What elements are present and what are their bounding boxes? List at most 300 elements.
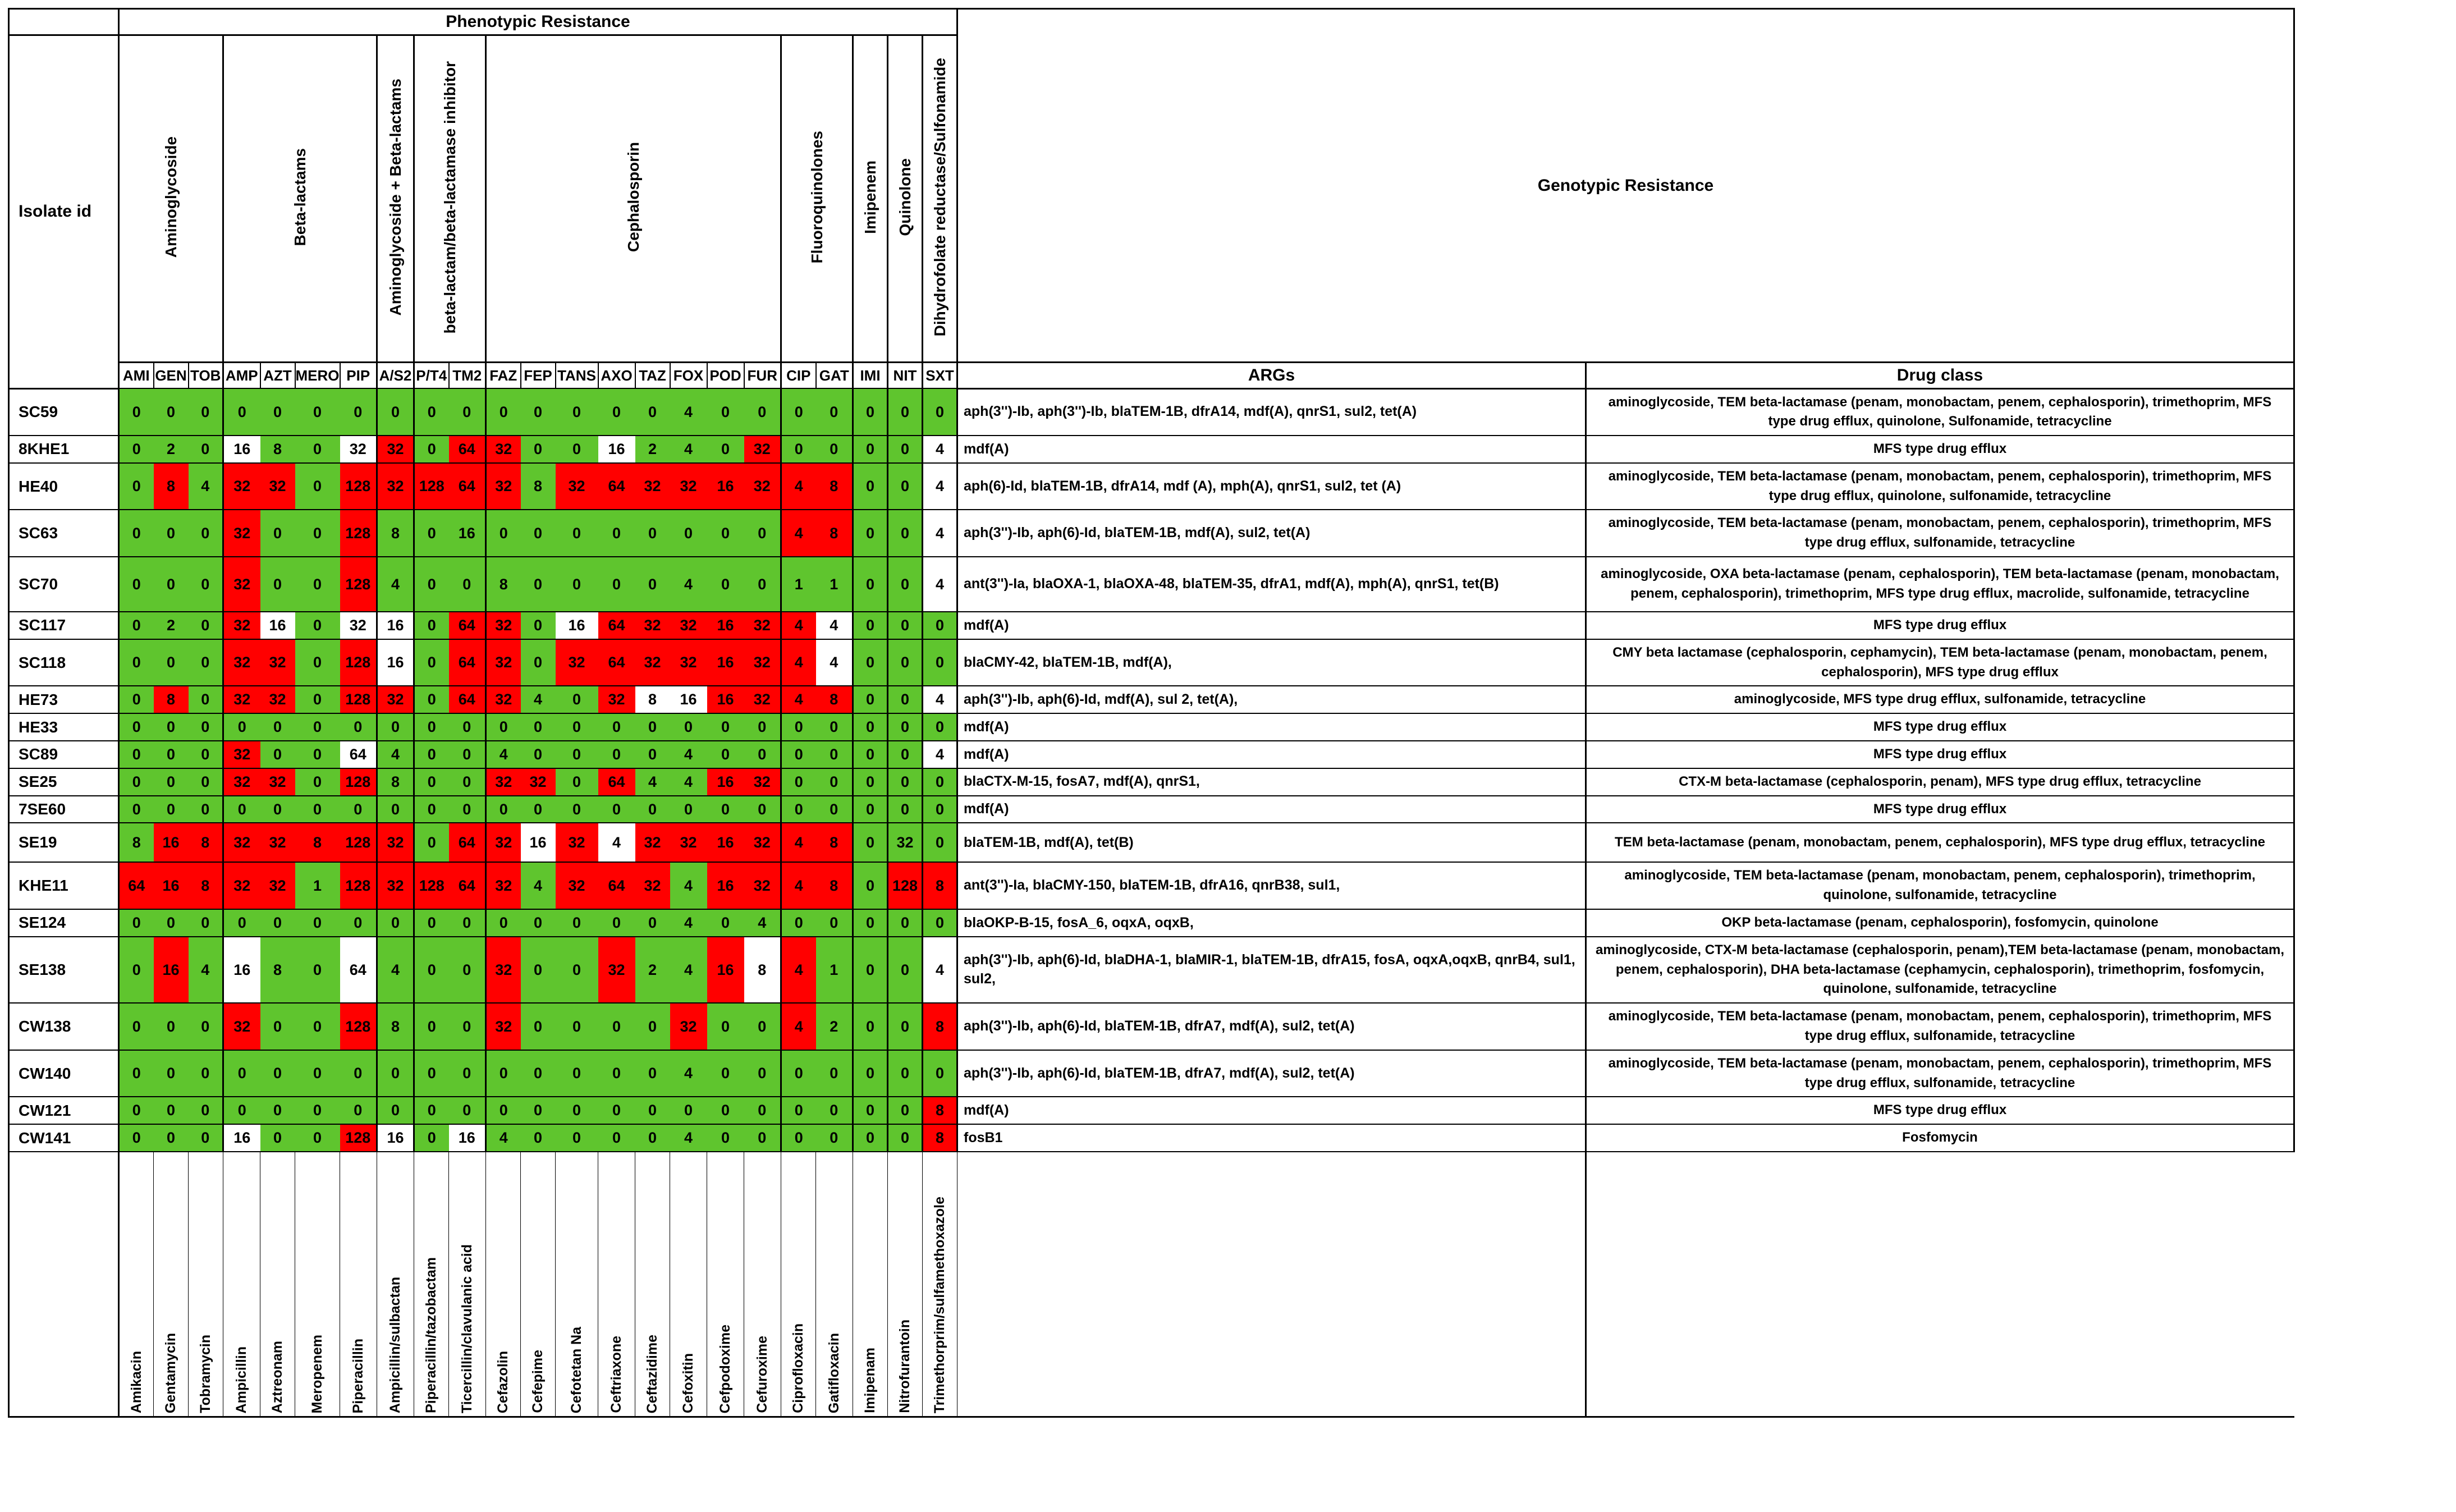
abbrev-header-AMP: AMP	[223, 363, 260, 389]
mic-cell-FEP: 0	[521, 612, 556, 639]
mic-cell-CIP: 0	[781, 1124, 816, 1152]
mic-cell-CIP: 0	[781, 1050, 816, 1097]
mic-cell-POD: 0	[707, 510, 744, 557]
drug-class-cell: aminoglycoside, CTX-M beta-lactamase (cephalosporin, penam),TEM beta-lactamase (penam, monobactam, penem, cephalosporin), DHA beta-lactamase (cephamycin, cephalosporin), trimethoprim, fosfomycin, quinolone, sulfonamide, tetracycline	[1586, 937, 2294, 1003]
mic-cell-AMP: 32	[223, 768, 260, 796]
mic-cell-FUR: 4	[744, 909, 781, 937]
mic-cell-CIP: 0	[781, 1097, 816, 1124]
mic-cell-PIP: 32	[340, 436, 377, 463]
mic-cell-TOB: 0	[189, 796, 223, 823]
mic-cell-AMP: 32	[223, 463, 260, 510]
mic-cell-P/T4: 0	[414, 937, 449, 1003]
mic-cell-TANS: 0	[556, 1124, 598, 1152]
mic-cell-FAZ: 4	[486, 1124, 521, 1152]
mic-cell-IMI: 0	[853, 1124, 888, 1152]
mic-cell-AMI: 0	[119, 1124, 154, 1152]
mic-cell-AXO: 32	[598, 686, 635, 713]
mic-cell-FAZ: 8	[486, 557, 521, 612]
mic-cell-POD: 16	[707, 823, 744, 862]
table-row	[9, 713, 2294, 741]
mic-cell-MERO: 0	[295, 510, 340, 557]
mic-cell-TAZ: 32	[635, 463, 670, 510]
mic-cell-CIP: 4	[781, 463, 816, 510]
mic-cell-AXO: 0	[598, 510, 635, 557]
drug-class-header-7	[888, 35, 923, 363]
full-drug-name-GEN	[154, 1152, 189, 1417]
mic-cell-FAZ: 32	[486, 463, 521, 510]
mic-cell-AXO: 0	[598, 557, 635, 612]
full-drug-name-label: Cefepime	[530, 1350, 546, 1414]
mic-cell-PIP: 128	[340, 1124, 377, 1152]
mic-cell-FOX: 32	[670, 639, 707, 686]
mic-cell-A/S2: 16	[377, 639, 414, 686]
mic-cell-MERO: 0	[295, 909, 340, 937]
drug-class-cell: aminoglycoside, OXA beta-lactamase (penam, cephalosporin), TEM beta-lactamase (penam, monobactam, penem, cephalosporin), trimethoprim, MFS type drug efflux, macrolide, sulfonamide, tetracycline	[1586, 557, 2294, 612]
mic-cell-GEN: 2	[154, 436, 189, 463]
full-drug-name-SXT	[923, 1152, 957, 1417]
mic-cell-POD: 0	[707, 741, 744, 768]
full-drug-name-label: Gentamycin	[163, 1332, 178, 1414]
mic-cell-FAZ: 0	[486, 510, 521, 557]
mic-cell-MERO: 0	[295, 1097, 340, 1124]
mic-cell-CIP: 0	[781, 436, 816, 463]
isolate-id-cell: HE40	[9, 463, 119, 510]
abbrev-header-FOX: FOX	[670, 363, 707, 389]
full-drug-name-CIP	[781, 1152, 816, 1417]
mic-cell-FOX: 4	[670, 909, 707, 937]
mic-cell-FEP: 0	[521, 1003, 556, 1050]
full-drug-name-label: Cefoxitin	[680, 1353, 696, 1414]
resistance-table	[8, 8, 2295, 1418]
full-drug-name-label: Cefazolin	[495, 1350, 511, 1414]
mic-cell-IMI: 0	[853, 1003, 888, 1050]
isolate-id-cell: SC70	[9, 557, 119, 612]
mic-cell-AMP: 0	[223, 1097, 260, 1124]
mic-cell-GEN: 0	[154, 1124, 189, 1152]
mic-cell-AMP: 32	[223, 557, 260, 612]
drug-class-label: Beta-lactams	[291, 148, 309, 246]
mic-cell-CIP: 0	[781, 741, 816, 768]
mic-cell-GAT: 0	[816, 1050, 853, 1097]
mic-cell-TM2: 0	[449, 1003, 486, 1050]
full-drug-name-TANS	[556, 1152, 598, 1417]
mic-cell-FAZ: 0	[486, 909, 521, 937]
args-cell: mdf(A)	[957, 713, 1586, 741]
mic-cell-FEP: 0	[521, 1097, 556, 1124]
mic-cell-NIT: 0	[888, 1097, 923, 1124]
mic-cell-TANS: 0	[556, 1097, 598, 1124]
mic-cell-AMP: 32	[223, 639, 260, 686]
mic-cell-TAZ: 0	[635, 909, 670, 937]
mic-cell-TOB: 0	[189, 388, 223, 436]
drug-class-header-6	[853, 35, 888, 363]
full-drug-name-GAT	[816, 1152, 853, 1417]
mic-cell-TM2: 0	[449, 1050, 486, 1097]
mic-cell-CIP: 0	[781, 768, 816, 796]
full-drug-name-TOB	[189, 1152, 223, 1417]
mic-cell-TAZ: 32	[635, 612, 670, 639]
mic-cell-TM2: 16	[449, 510, 486, 557]
mic-cell-GAT: 1	[816, 557, 853, 612]
mic-cell-PIP: 128	[340, 862, 377, 909]
args-cell: blaCTX-M-15, fosA7, mdf(A), qnrS1,	[957, 768, 1586, 796]
mic-cell-TM2: 64	[449, 463, 486, 510]
full-drug-name-label: Ciprofloxacin	[790, 1323, 806, 1414]
mic-cell-AMP: 16	[223, 937, 260, 1003]
mic-cell-POD: 16	[707, 862, 744, 909]
mic-cell-GAT: 0	[816, 796, 853, 823]
mic-cell-TAZ: 32	[635, 823, 670, 862]
mic-cell-AZT: 0	[260, 1050, 295, 1097]
mic-cell-POD: 0	[707, 796, 744, 823]
mic-cell-MERO: 0	[295, 937, 340, 1003]
mic-cell-TANS: 0	[556, 686, 598, 713]
mic-cell-P/T4: 0	[414, 1003, 449, 1050]
mic-cell-FUR: 0	[744, 796, 781, 823]
mic-cell-P/T4: 0	[414, 741, 449, 768]
mic-cell-A/S2: 8	[377, 1003, 414, 1050]
mic-cell-AMI: 0	[119, 1097, 154, 1124]
mic-cell-FAZ: 32	[486, 823, 521, 862]
mic-cell-P/T4: 0	[414, 823, 449, 862]
mic-cell-AMI: 0	[119, 909, 154, 937]
mic-cell-TAZ: 0	[635, 1003, 670, 1050]
drug-class-cell: Fosfomycin	[1586, 1124, 2294, 1152]
full-drug-name-AMP	[223, 1152, 260, 1417]
mic-cell-GEN: 0	[154, 388, 189, 436]
mic-cell-FAZ: 32	[486, 686, 521, 713]
mic-cell-P/T4: 0	[414, 796, 449, 823]
drug-class-label: Imipenem	[861, 161, 879, 234]
mic-cell-TOB: 0	[189, 1124, 223, 1152]
abbrev-header-FEP: FEP	[521, 363, 556, 389]
mic-cell-TAZ: 0	[635, 796, 670, 823]
mic-cell-AMP: 0	[223, 796, 260, 823]
table-row	[9, 436, 2294, 463]
mic-cell-AMI: 0	[119, 796, 154, 823]
full-drug-name-label: Tobramycin	[198, 1335, 213, 1414]
mic-cell-NIT: 0	[888, 1050, 923, 1097]
mic-cell-TANS: 0	[556, 1003, 598, 1050]
mic-cell-GAT: 4	[816, 612, 853, 639]
mic-cell-FAZ: 32	[486, 639, 521, 686]
mic-cell-AMI: 0	[119, 741, 154, 768]
mic-cell-GEN: 0	[154, 1003, 189, 1050]
mic-cell-A/S2: 32	[377, 463, 414, 510]
mic-cell-PIP: 64	[340, 741, 377, 768]
mic-cell-AMI: 0	[119, 937, 154, 1003]
mic-cell-FAZ: 0	[486, 1050, 521, 1097]
mic-cell-P/T4: 0	[414, 510, 449, 557]
mic-cell-FUR: 32	[744, 862, 781, 909]
full-drug-name-label: Imipenam	[862, 1348, 878, 1414]
mic-cell-IMI: 0	[853, 557, 888, 612]
mic-cell-TANS: 0	[556, 909, 598, 937]
args-cell: aph(6)-Id, blaTEM-1B, dfrA14, mdf (A), mph(A), qnrS1, sul2, tet (A)	[957, 463, 1586, 510]
mic-cell-GEN: 0	[154, 1097, 189, 1124]
mic-cell-PIP: 128	[340, 686, 377, 713]
mic-cell-AXO: 0	[598, 741, 635, 768]
mic-cell-FEP: 8	[521, 463, 556, 510]
mic-cell-TOB: 0	[189, 510, 223, 557]
full-drug-name-FAZ	[486, 1152, 521, 1417]
mic-cell-FUR: 0	[744, 713, 781, 741]
mic-cell-AZT: 32	[260, 823, 295, 862]
mic-cell-GAT: 0	[816, 741, 853, 768]
mic-cell-AMP: 0	[223, 713, 260, 741]
mic-cell-AMI: 0	[119, 686, 154, 713]
isolate-id-cell: SE124	[9, 909, 119, 937]
mic-cell-TAZ: 2	[635, 436, 670, 463]
mic-cell-PIP: 128	[340, 557, 377, 612]
mic-cell-CIP: 4	[781, 862, 816, 909]
mic-cell-AMP: 32	[223, 741, 260, 768]
drug-class-label: Cephalosporin	[624, 142, 642, 253]
mic-cell-TANS: 0	[556, 510, 598, 557]
mic-cell-FUR: 32	[744, 686, 781, 713]
mic-cell-SXT: 0	[923, 909, 957, 937]
full-drug-name-label: Piperacillin	[350, 1338, 366, 1414]
drug-class-cell: aminoglycoside, MFS type drug efflux, sulfonamide, tetracycline	[1586, 686, 2294, 713]
genotypic-resistance-header: Genotypic Resistance	[957, 9, 2294, 363]
abbrev-header-A/S2: A/S2	[377, 363, 414, 389]
table-row	[9, 823, 2294, 862]
mic-cell-AXO: 64	[598, 862, 635, 909]
mic-cell-FEP: 0	[521, 937, 556, 1003]
isolate-id-cell: CW138	[9, 1003, 119, 1050]
mic-cell-GEN: 0	[154, 1050, 189, 1097]
abbrev-header-TOB: TOB	[189, 363, 223, 389]
mic-cell-PIP: 128	[340, 1003, 377, 1050]
mic-cell-NIT: 0	[888, 741, 923, 768]
mic-cell-TAZ: 0	[635, 1050, 670, 1097]
mic-cell-TOB: 0	[189, 557, 223, 612]
mic-cell-TOB: 4	[189, 463, 223, 510]
mic-cell-TAZ: 0	[635, 1124, 670, 1152]
mic-cell-FUR: 32	[744, 639, 781, 686]
mic-cell-FEP: 0	[521, 557, 556, 612]
mic-cell-AMI: 0	[119, 510, 154, 557]
mic-cell-TM2: 64	[449, 823, 486, 862]
mic-cell-AXO: 0	[598, 909, 635, 937]
mic-cell-PIP: 128	[340, 639, 377, 686]
mic-cell-GAT: 8	[816, 510, 853, 557]
mic-cell-IMI: 0	[853, 862, 888, 909]
mic-cell-FOX: 32	[670, 823, 707, 862]
mic-cell-AMP: 0	[223, 1050, 260, 1097]
drug-class-cell: aminoglycoside, TEM beta-lactamase (penam, monobactam, penem, cephalosporin), trimethoprim, MFS type drug efflux, sulfonamide, tetracycline	[1586, 1050, 2294, 1097]
isolate-id-cell: KHE11	[9, 862, 119, 909]
mic-cell-CIP: 4	[781, 612, 816, 639]
mic-cell-FOX: 0	[670, 1097, 707, 1124]
mic-cell-SXT: 8	[923, 1003, 957, 1050]
mic-cell-TM2: 64	[449, 612, 486, 639]
mic-cell-POD: 0	[707, 1050, 744, 1097]
mic-cell-CIP: 4	[781, 686, 816, 713]
mic-cell-SXT: 4	[923, 463, 957, 510]
args-cell: ant(3'')-Ia, blaOXA-1, blaOXA-48, blaTEM-35, dfrA1, mdf(A), mph(A), qnrS1, tet(B)	[957, 557, 1586, 612]
mic-cell-POD: 0	[707, 1003, 744, 1050]
abbrev-header-GEN: GEN	[154, 363, 189, 389]
mic-cell-AXO: 16	[598, 436, 635, 463]
isolate-id-cell: HE73	[9, 686, 119, 713]
table-row	[9, 1124, 2294, 1152]
full-drug-name-FEP	[521, 1152, 556, 1417]
isolate-id-cell: SC89	[9, 741, 119, 768]
mic-cell-A/S2: 4	[377, 741, 414, 768]
full-drug-name-label: Ampicillin/sulbactan	[387, 1276, 403, 1414]
args-cell: blaTEM-1B, mdf(A), tet(B)	[957, 823, 1586, 862]
mic-cell-GEN: 0	[154, 510, 189, 557]
args-cell: mdf(A)	[957, 741, 1586, 768]
abbrev-header-AXO: AXO	[598, 363, 635, 389]
mic-cell-AZT: 0	[260, 909, 295, 937]
mic-cell-IMI: 0	[853, 937, 888, 1003]
mic-cell-GEN: 0	[154, 741, 189, 768]
mic-cell-AMP: 32	[223, 862, 260, 909]
mic-cell-TAZ: 8	[635, 686, 670, 713]
mic-cell-AMI: 0	[119, 713, 154, 741]
mic-cell-IMI: 0	[853, 510, 888, 557]
mic-cell-AMP: 0	[223, 388, 260, 436]
mic-cell-FEP: 0	[521, 741, 556, 768]
full-drug-name-AMI	[119, 1152, 154, 1417]
mic-cell-A/S2: 0	[377, 1050, 414, 1097]
mic-cell-CIP: 0	[781, 388, 816, 436]
mic-cell-FAZ: 0	[486, 388, 521, 436]
args-cell: mdf(A)	[957, 1097, 1586, 1124]
mic-cell-A/S2: 16	[377, 612, 414, 639]
mic-cell-TM2: 0	[449, 768, 486, 796]
mic-cell-FAZ: 32	[486, 612, 521, 639]
mic-cell-TANS: 0	[556, 741, 598, 768]
abbrev-header-SXT: SXT	[923, 363, 957, 389]
mic-cell-SXT: 0	[923, 612, 957, 639]
mic-cell-PIP: 0	[340, 1097, 377, 1124]
args-cell: aph(3'')-Ib, aph(6)-Id, blaTEM-1B, dfrA7, mdf(A), sul2, tet(A)	[957, 1050, 1586, 1097]
mic-cell-P/T4: 0	[414, 1124, 449, 1152]
mic-cell-FAZ: 32	[486, 436, 521, 463]
mic-cell-TOB: 0	[189, 686, 223, 713]
full-drug-name-label: Trimethorprim/sulfamethoxazole	[932, 1196, 947, 1414]
table-row	[9, 796, 2294, 823]
mic-cell-FOX: 32	[670, 612, 707, 639]
mic-cell-POD: 16	[707, 686, 744, 713]
mic-cell-AXO: 64	[598, 463, 635, 510]
drug-class-cell: MFS type drug efflux	[1586, 1097, 2294, 1124]
mic-cell-PIP: 0	[340, 1050, 377, 1097]
phenotypic-resistance-header: Phenotypic Resistance	[119, 9, 957, 35]
mic-cell-GEN: 0	[154, 768, 189, 796]
full-drug-name-label: Nitrofurantoin	[897, 1319, 913, 1414]
mic-cell-IMI: 0	[853, 713, 888, 741]
mic-cell-FUR: 32	[744, 768, 781, 796]
mic-cell-TAZ: 0	[635, 713, 670, 741]
mic-cell-A/S2: 32	[377, 862, 414, 909]
mic-cell-MERO: 0	[295, 639, 340, 686]
drug-class-cell: aminoglycoside, TEM beta-lactamase (penam, monobactam, penem, cephalosporin), trimethoprim, MFS type drug efflux, sulfonamide, tetracycline	[1586, 510, 2294, 557]
mic-cell-TM2: 16	[449, 1124, 486, 1152]
abbrev-header-AMI: AMI	[119, 363, 154, 389]
mic-cell-GAT: 0	[816, 436, 853, 463]
table-row	[9, 686, 2294, 713]
mic-cell-TANS: 0	[556, 557, 598, 612]
mic-cell-FEP: 0	[521, 510, 556, 557]
mic-cell-AMI: 64	[119, 862, 154, 909]
isolate-id-cell: HE33	[9, 713, 119, 741]
bottom-blank-args	[957, 1152, 1586, 1417]
mic-cell-FEP: 4	[521, 686, 556, 713]
mic-cell-IMI: 0	[853, 639, 888, 686]
drug-class-cell: aminoglycoside, TEM beta-lactamase (penam, monobactam, penem, cephalosporin), trimethoprim, quinolone, sulfonamide, tetracycline	[1586, 862, 2294, 909]
mic-cell-MERO: 0	[295, 768, 340, 796]
full-drug-name-PIP	[340, 1152, 377, 1417]
mic-cell-AZT: 16	[260, 612, 295, 639]
args-header: ARGs	[957, 363, 1586, 389]
mic-cell-GAT: 0	[816, 768, 853, 796]
isolate-id-cell: 8KHE1	[9, 436, 119, 463]
mic-cell-FUR: 0	[744, 1124, 781, 1152]
mic-cell-GAT: 4	[816, 639, 853, 686]
table-row	[9, 463, 2294, 510]
mic-cell-AZT: 32	[260, 862, 295, 909]
mic-cell-FOX: 16	[670, 686, 707, 713]
mic-cell-P/T4: 0	[414, 1097, 449, 1124]
full-drug-name-label: Gatifloxacin	[826, 1332, 842, 1414]
mic-cell-POD: 0	[707, 1124, 744, 1152]
mic-cell-FEP: 4	[521, 862, 556, 909]
mic-cell-MERO: 8	[295, 823, 340, 862]
drug-class-header-3	[414, 35, 486, 363]
mic-cell-MERO: 0	[295, 1050, 340, 1097]
mic-cell-FUR: 32	[744, 823, 781, 862]
mic-cell-FOX: 0	[670, 510, 707, 557]
mic-cell-IMI: 0	[853, 436, 888, 463]
mic-cell-AXO: 0	[598, 1003, 635, 1050]
abbrev-header-TM2: TM2	[449, 363, 486, 389]
isolate-id-cell: CW121	[9, 1097, 119, 1124]
mic-cell-AMI: 0	[119, 557, 154, 612]
mic-cell-MERO: 1	[295, 862, 340, 909]
mic-cell-SXT: 4	[923, 510, 957, 557]
drug-class-label: Aminoglycoside + Beta-lactams	[386, 79, 404, 316]
mic-cell-TAZ: 0	[635, 510, 670, 557]
mic-cell-SXT: 4	[923, 741, 957, 768]
mic-cell-FEP: 0	[521, 436, 556, 463]
mic-cell-IMI: 0	[853, 741, 888, 768]
full-drug-name-IMI	[853, 1152, 888, 1417]
abbrev-header-AZT: AZT	[260, 363, 295, 389]
abbrev-header-row	[9, 363, 2294, 389]
drug-class-cell: aminoglycoside, TEM beta-lactamase (penam, monobactam, penem, cephalosporin), trimethoprim, MFS type drug efflux, quinolone, Sulfonamide, tetracycline	[1586, 388, 2294, 436]
mic-cell-P/T4: 0	[414, 612, 449, 639]
mic-cell-POD: 16	[707, 768, 744, 796]
mic-cell-FAZ: 4	[486, 741, 521, 768]
mic-cell-GAT: 8	[816, 862, 853, 909]
args-cell: aph(3'')-Ib, aph(3'')-Ib, blaTEM-1B, dfrA14, mdf(A), qnrS1, sul2, tet(A)	[957, 388, 1586, 436]
mic-cell-SXT: 0	[923, 639, 957, 686]
mic-cell-TAZ: 0	[635, 557, 670, 612]
mic-cell-POD: 0	[707, 388, 744, 436]
mic-cell-AXO: 32	[598, 937, 635, 1003]
mic-cell-NIT: 0	[888, 686, 923, 713]
mic-cell-CIP: 4	[781, 639, 816, 686]
table-row	[9, 388, 2294, 436]
mic-cell-TM2: 64	[449, 686, 486, 713]
mic-cell-TANS: 0	[556, 713, 598, 741]
mic-cell-AZT: 32	[260, 686, 295, 713]
mic-cell-TAZ: 4	[635, 768, 670, 796]
